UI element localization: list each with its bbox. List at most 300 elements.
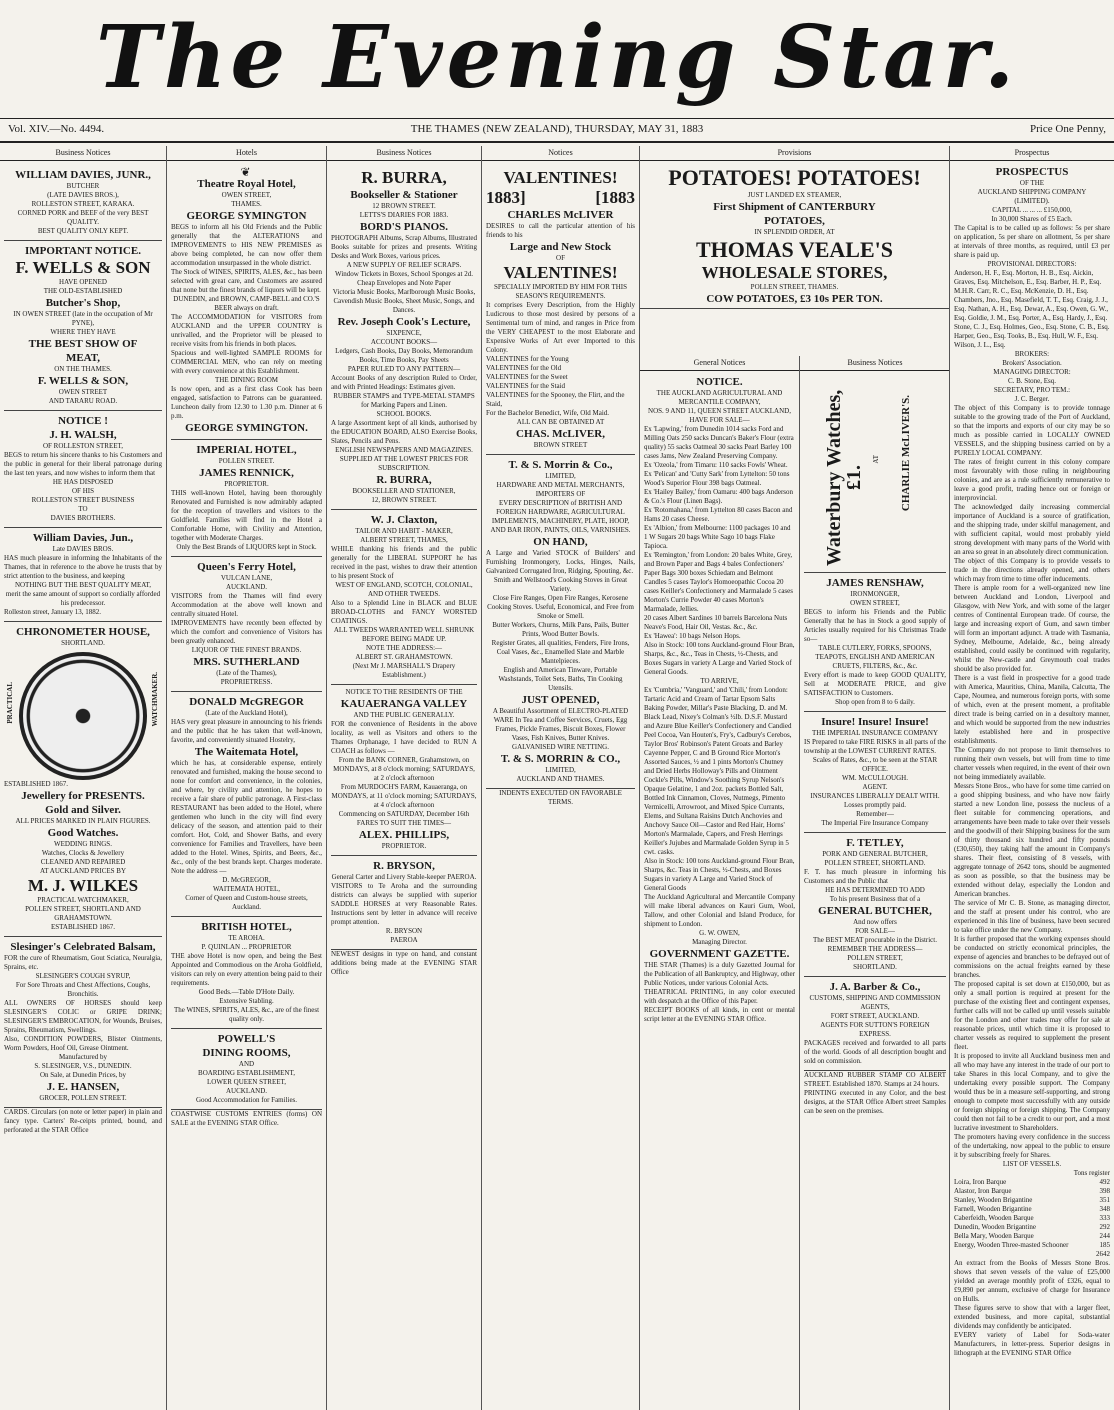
vessel-name: Dunedin, Wooden Brigantine	[954, 1223, 1036, 1231]
ad-line: Smith and Wellstood's Cooking Stoves in Great Variety.	[493, 576, 628, 593]
ad-line: POLLEN STREET, SHORTLAND AND GRAHAMSTOWN.	[25, 905, 141, 922]
ad-line: LIMITED,	[545, 472, 576, 480]
column-header: Business Notices	[327, 146, 481, 161]
ad-body: The promoters having every confidence in the success of the undertaking, now appeal to the public to ensure it by subscribing freely for Shares.	[954, 1133, 1110, 1159]
vessel-row	[954, 1178, 1110, 1187]
ad-line: VALENTINES for the Old	[486, 364, 562, 372]
ad-body: Anderson, H. F., Esq. Morton, H. B., Esq. Aickin, Graves, Esq. Mitchelson, E., Esq. Barber, H. P., Esq. M.H.R. Carr, R. C., Esq. McKenzie, D. H., Esq. Chambers, Jno., Esq. Masefield, T. T., Esq. Craig, J. J., Esq. Nathan, A. H., Esq. Dewar, A., Esq. Owen, G. W., Esq. Goldie, J. M., Esq. Porter, A., Esq. Hardy, J., Esq. Stone, C. J., Esq. Holmes, Geo., Esq. Stone, C. B., Esq. Harper, Geo., Esq. Tooks, B., Esq. Hull, W. F., Esq. Wilson, J. L., Esq.	[954, 269, 1110, 349]
ad-body: The object of this Company is to provide tonnage suitable to the growing trade of the Port of Auckland, so that the imports and exports of our city may be so much as possible carried in LOCALLY OWNED VESSELS, and the shipping business carried on by a PURELY LOCAL COMPANY.	[954, 404, 1110, 457]
vessel-name: Caberfeidh, Wooden Barque	[954, 1214, 1034, 1222]
ad-line: MRS. SUTHERLAND	[193, 656, 300, 668]
ad-line: WM. McCULLOUGH.	[842, 774, 908, 782]
ad-line: G. W. OWEN,	[699, 929, 740, 937]
column-header: Business Notices	[800, 356, 950, 371]
ad-title: Insure! Insure! Insure!	[821, 716, 929, 728]
ad-body: HAS very great pleasure in announcing to his friends and the public that he has taken that well-known, favorite, and conveniently situated Hostelry,	[171, 718, 322, 744]
vessels-title: LIST OF VESSELS.	[1002, 1160, 1062, 1168]
ad-line: AUCKLAND AND THAMES.	[516, 775, 605, 783]
vessel-tons: 244	[1099, 1232, 1110, 1240]
ad-line: To his present Business that of a	[829, 895, 921, 903]
ad-line: VULCAN LANE,	[220, 574, 273, 582]
ad-line: VALENTINES for the Sweet	[486, 373, 568, 381]
ad-line: COW POTATOES, £3 10s PER TON.	[706, 293, 883, 305]
ad-line: GROCER, POLLEN STREET.	[39, 1094, 127, 1102]
ad-line: PAPER RULED TO ANY PATTERN—	[347, 365, 461, 373]
ad-title: Slesinger's Celebrated Balsam,	[10, 941, 156, 953]
ad-line: OWEN STREET	[58, 388, 108, 396]
ad-title: KAUAERANGA VALLEY	[340, 698, 468, 710]
ad-line: BROKERS:	[1014, 350, 1050, 358]
ad-line: BORD'S PIANOS.	[359, 221, 449, 233]
ad-line: Butter Workers, Churns, Milk Pans, Pails, Butter Prints, Wood Butter Bowls.	[492, 621, 629, 638]
ad-line: 12, BROWN STREET.	[371, 496, 437, 504]
ad-line: BUTCHER	[66, 182, 100, 190]
ad-line: ON THE THAMES.	[54, 365, 112, 373]
place-date: THE THAMES (NEW ZEALAND), THURSDAY, MAY 31, 1883	[410, 123, 704, 135]
ad-line: AND THE PUBLIC GENERALLY.	[353, 711, 455, 719]
ad-valentines	[486, 165, 635, 455]
vertical-line: CHARLIE McLIVER'S.	[900, 395, 912, 512]
ad-line: Scales of Rates, &c., to be seen at the STAR OFFICE.	[812, 756, 938, 773]
ad-line: From the BANK CORNER, Grahamstown, on MONDAYS, at 8 o'clock morning; SATURDAYS, at 2 o'clock afternoon	[333, 756, 475, 782]
ad-line: ROLLESTON STREET BUSINESS	[31, 496, 135, 504]
vessel-row	[954, 1205, 1110, 1214]
ad-line: T. & S. MORRIN & CO.,	[500, 753, 621, 765]
ad-line: THE DINING ROOM	[215, 376, 278, 384]
vessels-tons-header: Tons register	[1073, 1169, 1110, 1177]
ad-line: WEDDING RINGS.	[54, 840, 112, 848]
vessel-tons: 333	[1099, 1214, 1110, 1222]
ad-imperial	[171, 440, 322, 557]
vessel-tons: 348	[1099, 1205, 1110, 1213]
ad-slesinger	[4, 937, 162, 1108]
column-header: Business Notices	[0, 146, 166, 161]
ad-line: A NEW SUPPLY OF RELIEF SCRAPS.	[346, 261, 462, 269]
ad-line: First Shipment of CANTERBURY	[713, 201, 876, 213]
ad-line: The Waitemata Hotel,	[194, 746, 299, 758]
ad-line: Cheap Envelopes and Note Paper	[357, 279, 451, 287]
ad-line: The WINES, SPIRITS, ALES, &c., are of the finest quality only.	[173, 1006, 320, 1023]
ad-title: NOTICE !	[58, 415, 108, 427]
ad-line: ESTABLISHED 1867.	[51, 923, 115, 931]
ad-tetley	[804, 833, 946, 977]
ad-line: HE HAS DETERMINED TO ADD	[825, 886, 925, 894]
ad-line: Good Watches.	[47, 827, 119, 839]
ad-line: (Next Mr J. MARSHALL'S Drapery Establishment.)	[352, 662, 456, 679]
ad-line: ON HAND,	[533, 536, 588, 548]
ad-line: (LIMITED).	[1014, 197, 1050, 205]
ad-body: Also in Stock: 100 tons Auckland-ground Flour Bran, Sharps, &c., &c., Teas in Chests, ½-Chests, and Boxes Sugars in variety A Large and Varied Stock of General Goods.	[644, 641, 795, 676]
ad-line: SHORTLAND.	[61, 639, 105, 647]
ad-body: Messrs Stone Bros., who have for some time carried on a good shipping business, and who have now fairly started a new London line, possess the nucleus of a fleet suitable for commencing operations, and arrangements have been made to take over their vessels and the goodwill of their Shipping business for the sum of thirty thousand six hundred and fifty pounds (£30,650), they taking half the amount in Company's shares. Their fleet, consisting of 8 vessels, with aggregate tonnage of 2642 tons, should be augmented as soon as possible, so that the business may be extended without delay, especially the London and American branches.	[954, 782, 1110, 898]
ad-line: Bookseller & Stationer	[350, 189, 458, 201]
ad-line: SLESINGER'S COUGH SYRUP,	[35, 972, 131, 980]
ad-title: IMPERIAL HOTEL,	[196, 444, 297, 456]
ad-body: Ex 'Hailey Bailey,' from Oamaru: 400 bags Anderson & Co.'s Flour (Linen Bags).	[644, 488, 794, 505]
ad-title: Theatre Royal Hotel,	[197, 178, 296, 190]
ad-line: WEST OF ENGLAND, SCOTCH, COLONIAL, AND OTHER TWEEDS.	[335, 581, 473, 598]
ad-body: Also in Stock: 100 tons Auckland-ground Flour Bran, Sharps, &c. Teas in Chests, ½-Chests, and Boxes Sugars in variety A Large and Varied Stock of General Goods	[644, 857, 795, 892]
ad-body: These figures serve to show that with a larger fleet, extended business, and more capital, substantial dividends may confidently be anticipated.	[954, 1304, 1110, 1330]
ad-theatre-royal	[171, 165, 322, 440]
ad-waitemata	[171, 692, 322, 917]
ad-line: Corner of Queen and Custom-house streets, Auckland.	[185, 894, 308, 911]
ad-body: BEGS to return his sincere thanks to his Customers and the public in general for their liberal patronage during the last ten years, and now wishes to inform them that	[4, 451, 162, 477]
ad-line: SECRETARY, PRO TEM.:	[993, 386, 1071, 394]
ad-body: Ex 'Cumbria,' 'Vanguard,' and 'Chili,' from London: Tartaric Acid and Cream of Tartar Epsom Salts Baking Powder, Millar's Paste Blacking, D. and M. Black Lead, Nixey's Colman's ½lb. D.S.F. Mustard and Azure Blue Keiller's Confectionery and Candied Peel Cocoa, Van Houten's, Fry's, Cadbury's Cerebos, Taylor Bros' Robinson's Patent Groats and Barley Cayenne Pepper, C and B Ground Rice Morton's Assorted Sauces, ½ and 1 pints Morton's Chutney and Dried Herbs Holloway's Pills and Ointment Cockle's Pills, Window's Soothing Syrup Nelson's Opaque Gelatine, 1 and 2oz. packets Bottled Salt, Bottled Ink Cinnamon, Cloves, Nutmegs, Pimento Vermicelli, Arrowroot, and Mixed Spice Currants, Elems, and Sultana Raisins Dutch Anchovies and Anchovy Sauce Oil—Castor and Red Hair, Horns' Morton's Marmalade, Capers, and Fresh Herrings Keiller's Jujubes and Marmalade Golden Syrup in 5 cwt. casks.	[644, 686, 792, 856]
ad-line: CAPITAL ... ... ... £150,000,	[992, 206, 1072, 214]
ad-body: It comprises Every Description, from the Highly Ludicrous to those most desired by persons of a Sentimental turn of mind, and ranges in Price from the VERY CHEAPEST to the most Elaborate and Expensive Works of Art ever Imported to this Colony.	[486, 301, 635, 354]
column-business-notices-1	[0, 146, 167, 1410]
column-provisions	[640, 146, 950, 1410]
ad-body: F. T. has much pleasure in informing his Customers and the Public that	[804, 868, 946, 885]
ad-line: SUPPLIED AT THE LOWEST PRICES FOR SUBSCRIPTION.	[339, 455, 469, 472]
ad-body: It is proposed to invite all Auckland business men and all who may have any interest in the trade of our port to take Shares in this local Company, and to give the undertaking every possible support. The Company would thus be in a measure self-supporting, and strong enough to compete most successfully with any outside or foreign shipping or foreign shipping. The Company could then not fail to be a credit to our port, and a most lucrative investment to Shareholders.	[954, 1052, 1110, 1132]
ad-title: William Davies, Jun.,	[32, 532, 134, 544]
ad-line: WHERE THEY HAVE	[50, 328, 116, 336]
ad-barber	[804, 977, 946, 1071]
ad-title: IMPORTANT NOTICE.	[25, 245, 141, 257]
vessel-list	[954, 1178, 1110, 1250]
ad-line: DAVIES BROTHERS.	[50, 514, 116, 522]
ad-title: NOTICE.	[696, 376, 743, 388]
ad-line: DINING ROOMS,	[202, 1047, 291, 1059]
vessel-name: Alastor, Iron Barque	[954, 1187, 1012, 1195]
ad-line: CLEANED AND REPAIRED	[40, 858, 126, 866]
ad-line: PROPRIETOR.	[224, 480, 269, 488]
crest-icon: ❦	[240, 165, 253, 179]
ad-line: GALVANISED WIRE NETTING.	[512, 743, 609, 751]
ad-line: HAVE FOR SALE—	[689, 416, 750, 424]
vertical-title: Waterbury Watches, £1.	[823, 389, 865, 566]
ad-body: Ex 'Lapwing,' from Dunedin 1014 sacks Ford and Milling Oats 250 sacks Duncan's Baker's Flour (extra quality) 55 sacks Oatmeal 30 sacks Pearl Barley 100 cases Jams, New Zealand Preserving Company.	[644, 425, 794, 460]
ad-line: DUNEDIN, and BROWN, CAMP-BELL and CO.'S BEER always on draft.	[173, 295, 320, 312]
ad-body: IMPROVEMENTS have recently been effected by which the comfort and convenience of Visitors has been greatly enhanced.	[171, 619, 322, 645]
side-label: PRACTICAL	[6, 682, 14, 724]
ad-line: For Sore Throats and Chest Affections, Coughs, Bronchitis.	[15, 981, 151, 998]
ad-line: Brokers' Association.	[1002, 359, 1062, 367]
ad-title: J. H. WALSH,	[49, 429, 117, 441]
ad-line: PROVISIONAL DIRECTORS:	[987, 260, 1077, 268]
ad-body: Ex 'Rotomahana,' from Lyttelton 80 cases Bacon and Hams 20 cases Cheese.	[644, 506, 793, 523]
ad-line: JAMES RENNICK,	[199, 467, 294, 479]
ad-title: JAMES RENSHAW,	[826, 577, 924, 589]
ad-line: ENGLISH NEWSPAPERS AND MAGAZINES.	[335, 446, 473, 454]
subcolumn-general-notices	[640, 356, 800, 1410]
ad-body: The Company do not propose to limit themselves to running their own vessels, but will from time to time charter vessels when required, in the event of their own not being immediately available.	[954, 746, 1110, 781]
ad-line: OF THE	[1019, 179, 1045, 187]
ad-body: A large Assortment kept of all kinds, authorised by the EDUCATION BOARD, ALSO Exercise Books, Slates, Pencils and Pens.	[331, 419, 477, 445]
ad-line: BOARDING ESTABLISHMENT,	[198, 1069, 295, 1077]
column-header: Provisions	[640, 146, 949, 161]
ad-body: VISITORS to Te Aroha and the surrounding districts can always be supplied with superior SADDLE HORSES at very Reasonable Rates. Instructions sent by letter in advance will receive prompt attention.	[331, 882, 477, 926]
dateline	[0, 118, 1114, 143]
vessel-name: Bella Mary, Wooden Barque	[954, 1232, 1034, 1240]
ad-line: JUST LANDED EX STEAMER,	[747, 191, 842, 199]
ad-line: Rev. Joseph Cook's Lecture,	[337, 316, 471, 328]
ad-body: The proposed capital is set down at £150,000, but as only a small portion is required at present for the purchase of the existing fleet and contingent expenses, further calls will not be called up until vessels suitable for the London and other trades may offer for sale at reasonable prices, until which time it is proposed to charter vessels as required to supplement the present fleet.	[954, 980, 1110, 1051]
ad-line: Late DAVIES BROS.	[52, 545, 114, 553]
ad-body: PHOTOGRAPH Albums, Scrap Albums, Illustrated Books suitable for prizes and presents. Writing Desks and Work Boxes, various prices.	[331, 234, 477, 260]
ad-line: AGENTS FOR SUTTON'S FOREIGN EXPRESS.	[820, 1021, 930, 1038]
ad-line: HAVE OPENED	[59, 278, 107, 286]
ad-body: which he has, at considerable expense, entirely renovated and furnished, making the house second to none for comfort and convenience, in the colonies, and where, by civility and attention, he hopes to receive a fair share of public patronage. A First-class RESTAURANT has been added to the Hotel, where gentlemen who lunch in the city will find every delicacy of the season, and attention paid to their comfort. Hot, Cold, and Shower Baths, and every convenience for Families and Travellers, have been added to the Hotel. Wines, Spirits, and Beers, &c., &c., only of the best brands kept. Charges moderate. Note the address —	[171, 759, 322, 875]
vessel-row	[954, 1232, 1110, 1241]
ad-line: Managing Director.	[692, 938, 747, 946]
vessel-row	[954, 1223, 1110, 1232]
ad-line: SIXPENCE,	[386, 329, 422, 337]
ad-line: NOS. 9 AND 11, QUEEN STREET AUCKLAND,	[648, 407, 791, 415]
ad-line: POLLEN STREET, SHORTLAND.	[824, 859, 926, 867]
ad-title: VALENTINES!	[503, 168, 618, 187]
ad-line: EVERY DESCRIPTION of BRITISH AND FOREIGN HARDWARE, AGRICULTURAL IMPLEMENTS, MACHINERY, PLATE, HOOP, AND BAR IRON, PAINTS, OILS, VARNISHES.	[490, 499, 631, 534]
ad-body: The Capital is to be called up as follows: 5s per share on application, 5s per share on allotment, 5s per share at intervals of three months, as required, until £3 per share is paid up.	[954, 224, 1110, 259]
ad-body: RECEIPT BOOKS of all kinds, in cent or mental script letter at the EVENING STAR Office.	[644, 1006, 795, 1023]
ad-title: POTATOES! POTATOES!	[668, 165, 921, 190]
ad-body: HAS much pleasure in informing the Inhabitants of the Thames, that in reference to the above he trusts that by strict attention to the business, and keeping	[4, 554, 162, 580]
ad-line: GOVERNMENT GAZETTE.	[649, 948, 790, 960]
ad-body: Is now open, and as a first class Cook has been engaged, satisfaction to Patrons can be guaranteed. Luncheon daily from 12.30 to 1.30 p.m. Dinner at 6 p.m.	[171, 385, 322, 420]
year-right: [1883	[595, 188, 635, 207]
ad-line: ALBERT STREET, THAMES,	[360, 536, 448, 544]
ad-wells	[4, 241, 162, 411]
ad-renshaw	[804, 573, 946, 712]
ad-line: And now offers	[853, 918, 897, 926]
ad-line: HARDWARE AND METAL MERCHANTS,	[496, 481, 625, 489]
ad-line: IRONMONGER,	[850, 590, 900, 598]
ad-body: The rates of freight current in this colony compare most favourably with those ruling in neighbouring colonies, and are as a rule sufficiently remunerative to leave a good profit, trading hence out or foreign or interprovincial.	[954, 458, 1110, 502]
ad-line: VALENTINES for the Young	[486, 355, 569, 363]
volume-number: Vol. XIV.—No. 4494.	[8, 123, 105, 135]
ad-line: AND TARARU ROAD.	[48, 397, 118, 405]
ad-line: CHAS. McLIVER,	[516, 428, 605, 440]
ad-title: W. J. Claxton,	[370, 514, 438, 526]
ad-title: POWELL'S	[217, 1033, 276, 1045]
ad-title: M. J. WILKES	[27, 876, 139, 895]
ad-line: C. B. Stone, Esq.	[1007, 377, 1057, 385]
ad-line: Manufactured by	[58, 1053, 107, 1061]
ad-line: In 30,000 Shares of £5 Each.	[991, 215, 1073, 223]
vessel-row	[954, 1196, 1110, 1205]
ad-newest: NEWEST designs in type on hand, and constant additions being made at the EVENING STAR Office	[331, 950, 477, 976]
price: Price One Penny,	[1030, 123, 1106, 135]
ad-line: VALENTINES for the Staid	[486, 382, 565, 390]
clock-icon	[19, 652, 147, 780]
ad-body: The Stock of WINES, SPIRITS, ALES, &c., has been selected with great care, and Customers are assured that none but the finest brands of liquors will be kept.	[171, 268, 322, 294]
vessel-row	[954, 1241, 1110, 1250]
ad-body: Ex 'Hawea': 10 bags Nelson Hops.	[644, 632, 741, 640]
ad-british	[171, 917, 322, 1029]
column-prospectus	[950, 146, 1114, 1410]
ad-line: J. E. HANSEN,	[46, 1081, 120, 1093]
ad-line: Jewellery for PRESENTS.	[21, 790, 145, 802]
ad-line: (Late of the Thames),	[216, 669, 277, 677]
ad-line: FARES TO SUIT THE TIMES—	[356, 819, 452, 827]
ad-line: (Late of the Auckland Hotel),	[205, 709, 288, 717]
ad-body: Account Books of any description Ruled to Order, and with Printed Headings: Estimates given.	[331, 374, 477, 391]
ad-line: TE AROHA.	[228, 934, 265, 942]
vessel-tons: 292	[1099, 1223, 1110, 1231]
column-hotels	[167, 146, 327, 1410]
ad-line: VALENTINES!	[503, 263, 618, 282]
vessel-row	[954, 1187, 1110, 1196]
ad-body: THIS well-known Hotel, having been thoroughly Renovated and Furnished is now admirably adapted for the reception of travellers and visitors to the Goldfield. Families will find in the Hotel a Comfortable Home, with Civility and Attention, together with Moderate Charges.	[171, 489, 322, 542]
ad-body: The service of Mr C. B. Stone, as managing director, and the staff at present under his control, who are experienced in this line of business, have been secured to take office under the new Company.	[954, 899, 1110, 934]
ad-line: OWEN STREET,	[221, 191, 272, 199]
ad-line: R. BURRA,	[376, 474, 432, 486]
ad-line: THOMAS VEALE'S	[695, 237, 894, 262]
ad-line: Butcher's Shop,	[45, 297, 121, 309]
year-left: 1883]	[486, 188, 526, 207]
ad-line: NOTE THE ADDRESS:—	[365, 644, 443, 652]
ad-body: Ex 'Albion,' from Melbourne: 1100 packages 10 and 1 W Sugars 20 bags White Sago 10 bags Flake Tapioca.	[644, 524, 791, 550]
ad-line: ALL TWEEDS WARRANTED WELL SHRUNK BEFORE BEING MADE UP.	[333, 626, 475, 643]
ad-line: BOOKSELLER AND STATIONER,	[352, 487, 456, 495]
ad-potatoes	[640, 163, 949, 309]
ad-line: POLLEN STREET,	[847, 954, 903, 962]
ad-line: Rolleston street, January 13, 1882.	[4, 608, 102, 616]
ad-burra	[331, 165, 477, 510]
ad-chronometer	[4, 622, 162, 937]
ad-coastwise: COASTWISE CUSTOMS ENTRIES (forms) ON SALE at the EVENING STAR Office.	[171, 1110, 322, 1127]
side-label: WATCHMAKER.	[151, 672, 159, 727]
ad-claxton	[331, 510, 477, 685]
ad-title: PROSPECTUS	[995, 166, 1069, 178]
ad-line: PROPRIETRESS.	[220, 678, 273, 686]
ad-line: Gold and Silver.	[45, 804, 121, 816]
ad-line: A Beautiful Assortment of ELECTRO-PLATED WARE In Tea and Coffee Services, Cruets, Egg Frames, Pickle Frames, Biscuit Boxes, Flower Vases, Fish Knives, Butter Knives.	[492, 707, 629, 742]
ad-title: DONALD McGREGOR	[189, 696, 304, 708]
ad-title: R. BRYSON,	[373, 860, 435, 872]
ad-line: English and American Tinware, Portable Washstands, Toilet Sets, Baths, Tin Cooking Utensils.	[498, 666, 623, 692]
ad-queens-ferry	[171, 557, 322, 692]
ad-line: HE HAS DISPOSED	[52, 478, 114, 486]
ad-body: THE above Hotel is now open, and being the Best Appointed and Commodious on the Aroha Goldfield, visitors can rely on every attention being paid to their requirements.	[171, 952, 322, 987]
ad-line: FOR SALE—	[855, 927, 895, 935]
vessel-tons: 398	[1099, 1187, 1110, 1195]
ad-davies	[4, 165, 162, 241]
ad-body: ALL OWNERS OF HORSES should keep SLESINGER'S COLIC or GRIPE DRINK; SLESINGER'S EMBROCATION, for Wounds, Bruises, Sprains, Rheumatism, Swellings.	[4, 999, 162, 1034]
ad-line: ESTABLISHED 1867.	[4, 780, 68, 788]
ad-line: J. C. Berger.	[1014, 395, 1050, 403]
ad-body: The object of this Company is to provide vessels to trade in the directions already opened, and others which may from time to time offer inducements.	[954, 557, 1110, 583]
vessel-tons: 351	[1099, 1196, 1110, 1204]
ad-line: The BEST MEAT procurable in the District.	[813, 936, 937, 944]
ad-title: CHRONOMETER HOUSE,	[16, 626, 150, 638]
ad-line: 12 BROWN STREET.	[372, 202, 436, 210]
ad-line: AUCKLAND SHIPPING COMPANY	[977, 188, 1087, 196]
ad-body: Also to a Splendid Line in BLACK and BLUE BROAD-CLOTHS and FANCY WORSTED COATINGS.	[331, 599, 477, 625]
column-header: General Notices	[640, 356, 799, 371]
ad-line: AND	[238, 1060, 255, 1068]
ad-title: F. WELLS & SON	[15, 258, 151, 277]
ad-line: BEST QUALITY ONLY KEPT.	[37, 227, 129, 235]
ad-line: AUCKLAND.	[225, 583, 268, 591]
ad-line: On Sale, at Dunedin Prices, by	[39, 1071, 127, 1079]
ad-body: Ex 'Ozeola,' from Timaru: 110 sacks Fowls' Wheat.	[644, 461, 788, 469]
ad-line: Register Grates, all qualities, Fenders, Fire Irons, Coal Vases, &c., Enamelled Slate and Marble Mantelpieces.	[491, 639, 630, 665]
ad-line: MANAGING DIRECTOR:	[993, 368, 1071, 376]
ad-rubber: AUCKLAND RUBBER STAMP CO ALBERT STREET. Established 1870. Stamps at 24 hours.	[804, 1071, 946, 1088]
ad-body: There is a vast field in prospective for a good trade with America, Mauritius, China, Manila, Calcutta, The Cape, Noumea, and numerous foreign ports, with some of which, even at the present moment, a profitable direct trade is being carried on in a desultory manner, and which would be supported from the new industries lately established here and in prospective establishments.	[954, 674, 1110, 745]
ad-line: For the Bachelor Benedict, Wife, Old Maid.	[486, 409, 610, 417]
column-header: Notices	[482, 146, 639, 161]
ad-line: CORNED PORK and BEEF of the very BEST QUALITY.	[17, 209, 149, 226]
ad-body: The Auckland Agricultural and Mercantile Company will make liberal advances on Kauri Gum, Wool, Tallow, and other Colonial and Island Produce, for shipment to London.	[644, 893, 795, 928]
ad-line: FORT STREET, AUCKLAND.	[830, 1012, 920, 1020]
ad-line: IN SPLENDID ORDER, AT	[754, 228, 835, 236]
ad-body: BEGS to inform all his Old Friends and the Public generally that the ALTERATIONS and IMPROVEMENTS to HIS NEW PREMISES as above being completed, he can now offer them accommodation unsurpassed in the whole district.	[171, 223, 322, 267]
column-notices	[482, 146, 640, 1410]
ad-line: General Carter and Livery Stable-keeper PAEROA.	[331, 873, 477, 881]
ad-body: Every effort is made to keep GOOD QUALITY, Sell at MODERATE PRICE, and give SATISFACTION to Customers.	[804, 671, 946, 697]
ad-line: The Imperial Fire Insurance Company	[821, 819, 929, 827]
vessel-name: Energy, Wooden Three-masted Schooner	[954, 1241, 1069, 1249]
ad-line: JUST OPENED,	[521, 694, 600, 706]
ad-line: Watches, Clocks & Jewellery	[41, 849, 125, 857]
ad-line: Good Accommodation for Families.	[195, 1096, 298, 1104]
ad-line: BROWN STREET	[533, 441, 588, 449]
ad-line: PAEROA	[390, 936, 418, 944]
ad-bryson	[331, 856, 477, 950]
ad-title: J. A. Barber & Co.,	[829, 981, 921, 993]
ad-line: LIMITED,	[545, 766, 576, 774]
ad-body: THEATRICAL PRINTING, in any color executed with despatch at the Office of this Paper.	[644, 988, 795, 1005]
ad-body: Spacious and well-lighted SAMPLE ROOMS for COMMERCIAL MEN, who can rely on meeting with every convenience at this Establishment.	[171, 349, 322, 375]
ad-line: GENERAL BUTCHER,	[818, 905, 932, 917]
ad-title: WILLIAM DAVIES, JUNR.,	[15, 169, 151, 181]
ad-line: THE AUCKLAND AGRICULTURAL AND MERCANTILE COMPANY,	[656, 389, 783, 406]
ad-line: NOTICE TO THE RESIDENTS OF THE	[345, 688, 463, 696]
ad-title: BRITISH HOTEL,	[201, 921, 292, 933]
ad-line: TO ARRIVE,	[700, 677, 739, 685]
ad-line: THAMES.	[231, 200, 262, 208]
vessel-name: Loira, Iron Barque	[954, 1178, 1007, 1186]
ad-cards: CARDS. Circulars (on note or letter paper) in plain and fancy type. Carters' Re-ceipts printed, bound, and perforated at the STAR Office	[4, 1108, 162, 1134]
ad-line: TABLE CUTLERY, FORKS, SPOONS, TEAPOTS, ENGLISH AND AMERICAN CRUETS, FILTERS, &c., &c.	[815, 644, 935, 670]
ad-line: PROPRIETOR.	[381, 842, 427, 850]
ad-line: ACCOUNT BOOKS—	[370, 338, 438, 346]
ad-line: OF	[556, 254, 565, 262]
ad-davies-jun	[4, 528, 162, 622]
ad-line: GEORGE SYMINGTON	[186, 210, 307, 222]
ad-title: R. BURRA,	[361, 168, 447, 187]
vessel-name: Farnell, Wooden Brigantine	[954, 1205, 1032, 1213]
ad-body: WHILE thanking his friends and the public generally for the LIBERAL SUPPORT he has received in the past, wishes to draw their attention to his present Stock of	[331, 545, 477, 580]
ad-line: THE OLD-ESTABLISHED	[43, 287, 123, 295]
ad-printing: PRINTING executed in any Color, and the best designs, at the STAR Office Albert street Samples can be seen on the premises.	[804, 1089, 946, 1115]
ad-line: LIQUOR OF THE FINEST BRANDS.	[191, 646, 302, 654]
ad-line: POLLEN STREET.	[218, 457, 275, 465]
ad-line: F. WELLS & SON,	[37, 375, 129, 387]
ad-line: LETTS'S DIARIES FOR 1883.	[359, 211, 449, 219]
ad-line: IMPORTERS OF	[535, 490, 586, 498]
ad-body: 20 cases Albert Sardines 10 barrels Barcelona Nuts Neave's Food, Hair Oil, Vestas. &c., &c.	[644, 614, 788, 631]
ad-body: PACKAGES received and forwarded to all parts of the world. Goods of all description bought and sold on commission.	[804, 1039, 946, 1065]
ad-insurance	[804, 712, 946, 833]
ad-body: The acknowledged daily increasing commercial importance of Auckland is a source of gratification, and the shipping trade, under skilful management, and with sufficient capital, would most probably yield strong development with many parts of the World with an area so great in an absolutely direct communication.	[954, 503, 1110, 556]
ad-line: ALBERT ST. GRAHAMSTOWN.	[355, 653, 453, 661]
ad-body: A Large and Varied STOCK of Builders' and Furnishing Ironmongery, Locks, Hinges, Nails, Galvanized Corrugated Iron, Ridging, Spouting, &c.	[486, 549, 635, 575]
vessel-row	[954, 1214, 1110, 1223]
ad-line: REMEMBER THE ADDRESS—	[827, 945, 923, 953]
ad-body: An extract from the Books of Messrs Stone Bros. shows that seven vessels of the value of £25,000 yielded an average monthly profit of £326, equal to £9,890 per annum, exclusive of charge for Insurance on Hulls.	[954, 1259, 1110, 1303]
ad-line: OF HIS	[72, 487, 94, 495]
ad-body: VISITORS from the Thames will find every Accommodation at the above well known and centrally situated Hotel.	[171, 592, 322, 618]
vessel-tons: 492	[1099, 1178, 1110, 1186]
vessels-total: 2642	[1096, 1250, 1110, 1258]
ad-line: SPECIALLY IMPORTED BY HIM FOR THIS SEASON'S REQUIREMENTS.	[494, 283, 627, 300]
